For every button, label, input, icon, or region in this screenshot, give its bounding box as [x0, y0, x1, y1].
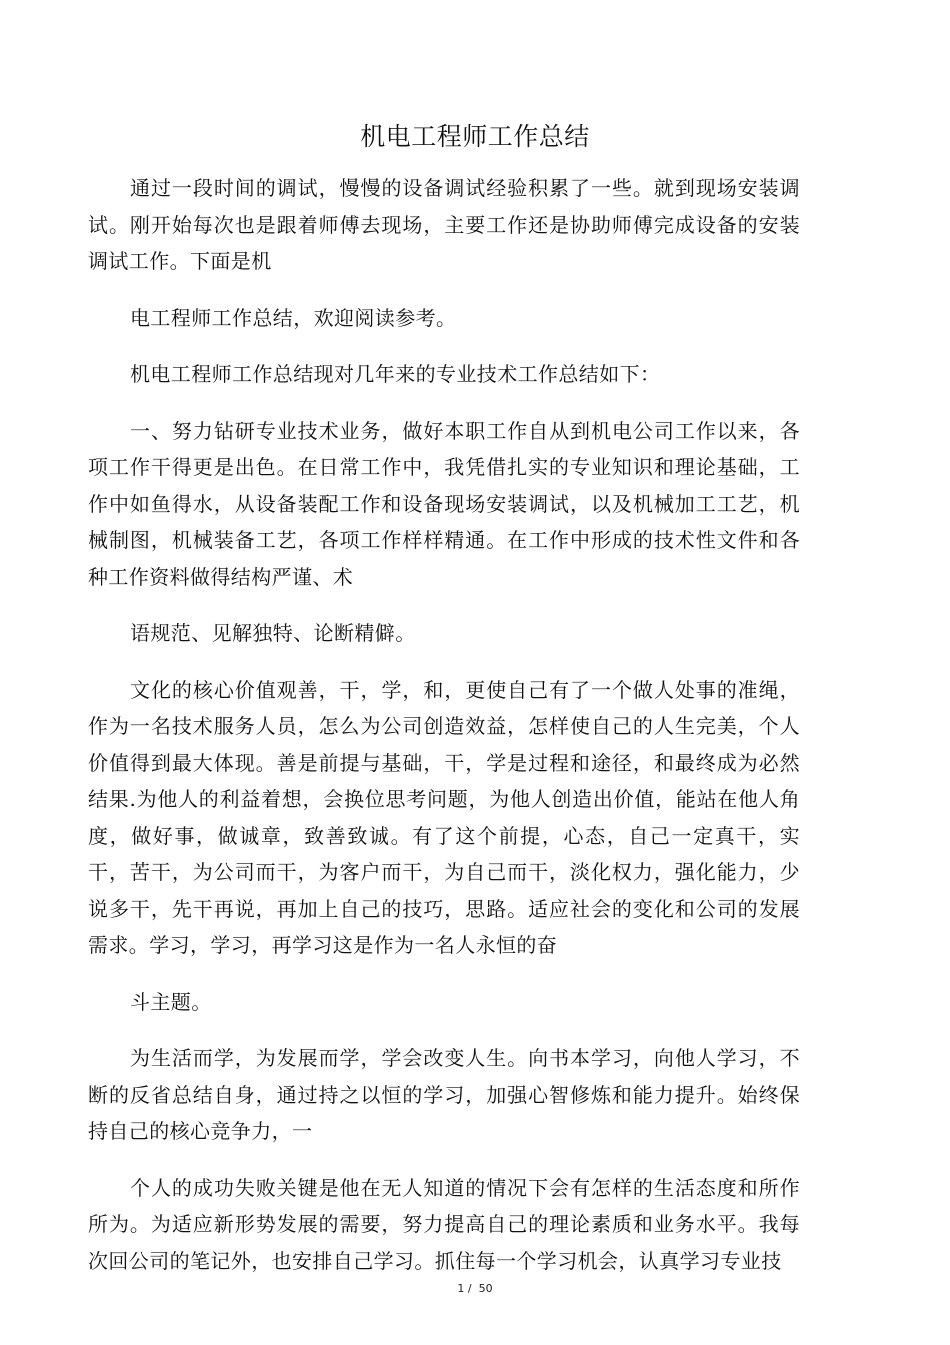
paragraph: 通过一段时间的调试，慢慢的设备调试经验积累了一些。就到现场安装调试。刚开始每次也是跟着师傅去现场，主要工作还是协助师傅完成设备的安装调试工作。下面是机: [88, 176, 800, 273]
paragraph: 语规范、见解独特、论断精僻。: [130, 621, 416, 645]
paragraph: 一、努力钻研专业技术业务，做好本职工作自从到机电公司工作以来，各项工作干得更是出色。在日常工作中，我凭借扎实的专业知识和理论基础，工作中如鱼得水，从设备装配工作和设备现场安装调试，以及机械加工工艺，机械制图，机械装备工艺，各项工作样样精通。在工作中形成的技术性文件和各种工作资料做得结构严谨、术: [88, 418, 800, 589]
paragraph: 为生活而学，为发展而学，学会改变人生。向书本学习，向他人学习，不断的反省总结自身，通过持之以恒的学习，加强心智修炼和能力提升。始终保持自己的核心竞争力，一: [88, 1046, 800, 1143]
paragraph: 文化的核心价值观善，干，学，和，更使自己有了一个做人处事的准绳，作为一名技术服务人员，怎么为公司创造效益，怎样使自己的人生完美，个人价值得到最大体现。善是前提与基础，干，学是过程和途径，和最终成为必然结果.为他人的利益着想，会换位思考问题，为他人创造出价值，能站在他人角度，做好事，做诚章，致善致诚。有了这个前提，心态，自己一定真干，实干，苦干，为公司而干，为客户而干，为自己而干，淡化权力，强化能力，少说多干，先干再说，再加上自己的技巧，思路。适应社会的变化和公司的发展需求。学习，学习，再学习这是作为一名人永恒的奋: [88, 677, 800, 957]
paragraph: 电工程师工作总结，欢迎阅读参考。: [130, 305, 457, 330]
paragraph: 个人的成功失败关键是他在无人知道的情况下会有怎样的生活态度和所作所为。为适应新形势发展的需要，努力提高自己的理论素质和业务水平。我每次回公司的笔记外，也安排自己学习。抓住每一个学习机会，认真学习专业技: [88, 1175, 800, 1273]
page-separator: /: [467, 1282, 472, 1295]
document-title: 机电工程师工作总结: [360, 122, 590, 151]
total-pages: 50: [478, 1282, 493, 1295]
page-number: [0, 1281, 950, 1297]
paragraph: 机电工程师工作总结现对几年来的专业技术工作总结如下：: [130, 362, 661, 386]
paragraph: 斗主题。: [130, 989, 212, 1014]
document-body: [88, 170, 800, 1299]
current-page: 1: [457, 1282, 465, 1295]
